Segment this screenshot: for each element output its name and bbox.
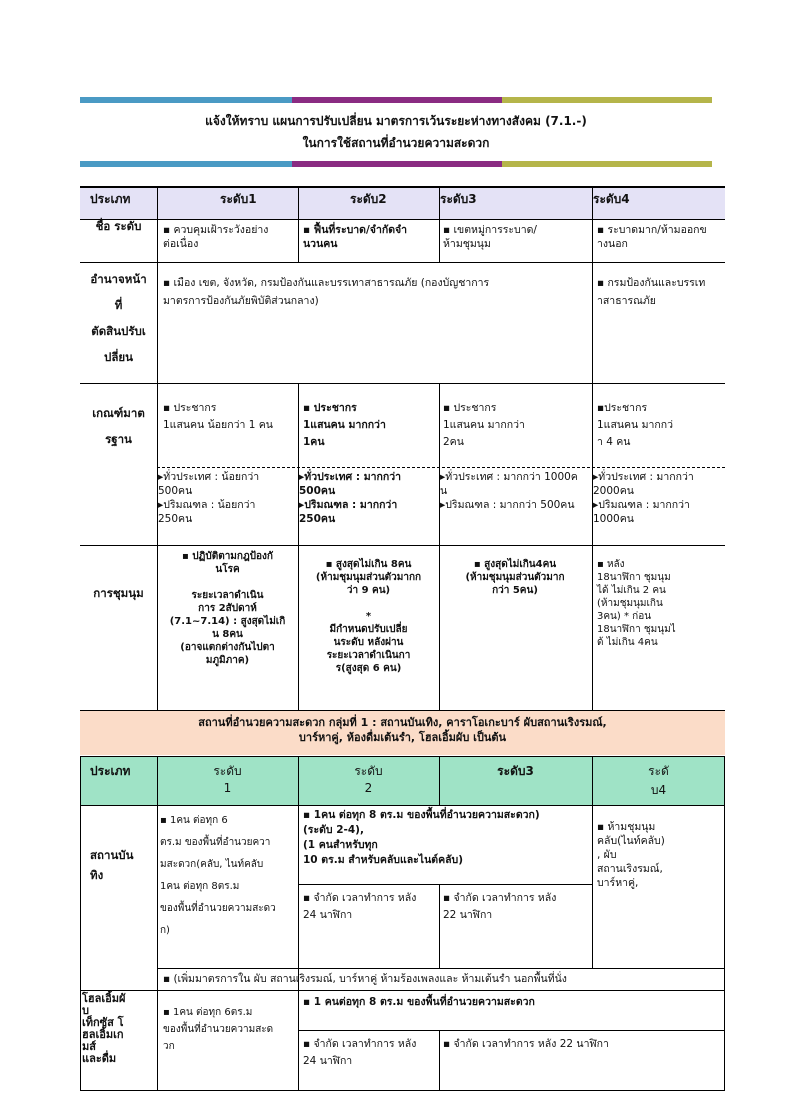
table2-header-level2: ระดับ 2	[354, 764, 383, 795]
entertainment-level2-4-capacity: ▪ 1คน ต่อทุก 8 ตร.ม ของพื้นที่อำนวยความสะดวก) (ระดับ 2-4), (1 คนสำหรับทุก 10 ตร.ม สำหรับคลับและไนต์คลับ)	[303, 809, 540, 866]
table1-header-level4: ระดับ4	[593, 192, 630, 206]
gathering-level4: ▪ หลัง 18นาฬิกา ชุมนุม ได้ ไม่เกิน 2 คน (ห้ามชุมนุมเกิน 3คน) * ก่อน 18นาฬิกา ชุมนุมไ ด้ ไม่เกิน 4คน	[597, 559, 676, 648]
gathering-level1: ▪ ปฏิบัติตามกฎป้องกั นโรค ระยะเวลาดำเนิน การ 2สัปดาห์ (7.1~7.14) : สูงสุดไม่เกิ น 8คน (อาจแตกต่างกันไปตา มภูมิภาค)	[169, 551, 286, 666]
bottom-stripe-purple	[292, 161, 502, 167]
page-title-line2: ในการใช้สถานที่อำนวยความสะดวก	[302, 136, 490, 150]
table1-header-level1: ระดับ1	[220, 192, 257, 206]
criteria-level2-counts: ▸ทั่วประเทศ : มากกว่า 500คน ▸ปริมณฑล : มากกว่า 250คน	[299, 471, 402, 525]
authority-levels-1-3: ▪ เมือง เขต, จังหวัด, กรมป้องกันและบรรเทาสาธารณภัย (กองบัญชาการ มาตรการป้องกันภัยพิบัติส่วนกลาง)	[163, 277, 490, 307]
row-label-authority: อำนาจหน้า ที่ ตัดสินปรับเ ปลี่ยน	[90, 272, 147, 364]
criteria-level3-counts: ▸ทั่วประเทศ : มากกว่า 1000ค น ▸ปริมณฑล : มากกว่า 500คน	[440, 471, 578, 511]
group-banner-line2: บาร์หาคู่, ห้องดื่มเต้นรำ, โฮลเอิ้มผับ เป็นต้น	[298, 731, 507, 744]
entertainment-level3-hours: ▪ จำกัด เวลาทำการ หลัง 22 นาฬิกา	[443, 892, 557, 921]
row-label-entertainment: สถานบัน ทิง	[90, 848, 134, 882]
table2-header-level1: ระดับ 1	[213, 764, 242, 795]
gathering-level3: ▪ สูงสุดไม่เกิน4คน (ห้ามชุมนุมส่วนตัวมาก กว่า 5คน)	[465, 559, 565, 596]
entertainment-note: ▪ (เพิ่มมาตรการใน ผับ สถานเริงรมณ์, บาร์หาคู่ ห้ามร้องเพลงและ ห้ามเต้นรำ นอกพื้นที่นั่ง	[163, 973, 567, 985]
entertainment-level4: ▪ ห้ามชุมนุม คลับ(ไนท์คลับ) , ผับ สถานเริงรมณ์, บาร์หาคู่,	[597, 821, 665, 889]
top-stripe-purple	[292, 97, 502, 103]
criteria-level2-population: ▪ ประชากร 1แสนคน มากกว่า 1คน	[303, 402, 386, 448]
bottom-stripe-blue	[80, 161, 292, 167]
page-title-line1: แจ้งให้ทราบ แผนการปรับเปลี่ยน มาตรการเว้นระยะห่างทางสังคม (7.1.-)	[205, 114, 587, 128]
table2-header-level4: ระดั บ4	[648, 764, 669, 797]
row-label-level-name: ชื่อ ระดับ	[95, 219, 142, 233]
table2-header-level3: ระดับ3	[497, 764, 534, 778]
top-stripe-blue	[80, 97, 292, 103]
level3-name: ▪ เขตหมู่การระบาด/ ห้ามชุมนุม	[443, 224, 537, 250]
criteria-level4-counts: ▸ทั่วประเทศ : มากกว่า 2000คน ▸ปริมณฑล : มากกว่า 1000คน	[593, 471, 694, 525]
level2-name: ▪ ฟื้นที่ระบาด/จำกัดจำ นวนคน	[303, 224, 408, 250]
table1-header-level3: ระดับ3	[440, 192, 477, 206]
hall-level2-hours: ▪ จำกัด เวลาทำการ หลัง 24 นาฬิกา	[303, 1038, 417, 1067]
row-label-hall: โฮลเอิ้มผั บ เท็กซัส โ ฮลเอิ้มเก มส์ และดื่ม	[82, 992, 126, 1065]
entertainment-level2-hours: ▪ จำกัด เวลาทำการ หลัง 24 นาฬิกา	[303, 892, 417, 921]
bottom-stripe-olive	[502, 161, 712, 167]
criteria-level1-counts: ▸ทั่วประเทศ : น้อยกว่า 500คน ▸ปริมณฑล : น้อยกว่า 250คน	[158, 471, 260, 525]
criteria-level3-population: ▪ ประชากร 1แสนคน มากกว่า 2คน	[443, 402, 525, 448]
hall-level2-4-capacity: ▪ 1 คนต่อทุก 8 ตร.ม ของพื้นที่อำนวยความสะดวก	[303, 996, 535, 1008]
authority-level4: ▪ กรมป้องกันและบรรเท าสาธารณภัย	[597, 277, 706, 307]
criteria-level1-population: ▪ ประชากร 1แสนคน น้อยกว่า 1 คน	[163, 402, 273, 431]
criteria-level4-population: ▪ประชากร 1แสนคน มากกว่ า 4 คน	[597, 402, 674, 448]
table2-header-type: ประเภท	[90, 764, 131, 778]
table1-header-type: ประเภท	[90, 192, 131, 206]
row-label-gathering: การชุมนุม	[93, 586, 144, 600]
hall-level1: ▪ 1คน ต่อทุก 6ตร.ม ของพื้นที่อำนวยความสะด วก	[163, 1007, 274, 1052]
row-label-criteria: เกณฑ์มาต รฐาน	[92, 406, 145, 446]
top-stripe-olive	[502, 97, 712, 103]
gathering-level2: ▪ สูงสุดไม่เกิน 8คน (ห้ามชุมนุมส่วนตัวมากก ว่า 9 คน) * มีกำหนดปรับเปลี่ย นระดับ หลังผ่าน ระยะเวลาดำเนินกา ร(สูงสุด 6 คน)	[315, 559, 422, 674]
hall-level3-hours: ▪ จำกัด เวลาทำการ หลัง 22 นาฬิกา	[443, 1038, 609, 1050]
group-banner-line1: สถานที่อำนวยความสะดวก กลุ่มที่ 1 : สถานบันเทิง, คาราโอเกะบาร์ ผับสถานเริงรมณ์,	[198, 716, 607, 729]
level4-name: ▪ ระบาดมาก/ห้ามออกข างนอก	[597, 224, 707, 250]
entertainment-level1: ▪ 1คน ต่อทุก 6 ตร.ม ของพื้นที่อำนวยควา มสะดวก(คลับ, ไนท์คลับ 1คน ต่อทุก 8ตร.ม ของพื้นที่อำนวยความสะดว ก)	[160, 815, 276, 936]
level1-name: ▪ ควบคุมเฝ้าระวังอย่าง ต่อเนื่อง	[163, 224, 269, 250]
table1-header-level2: ระดับ2	[350, 192, 387, 206]
